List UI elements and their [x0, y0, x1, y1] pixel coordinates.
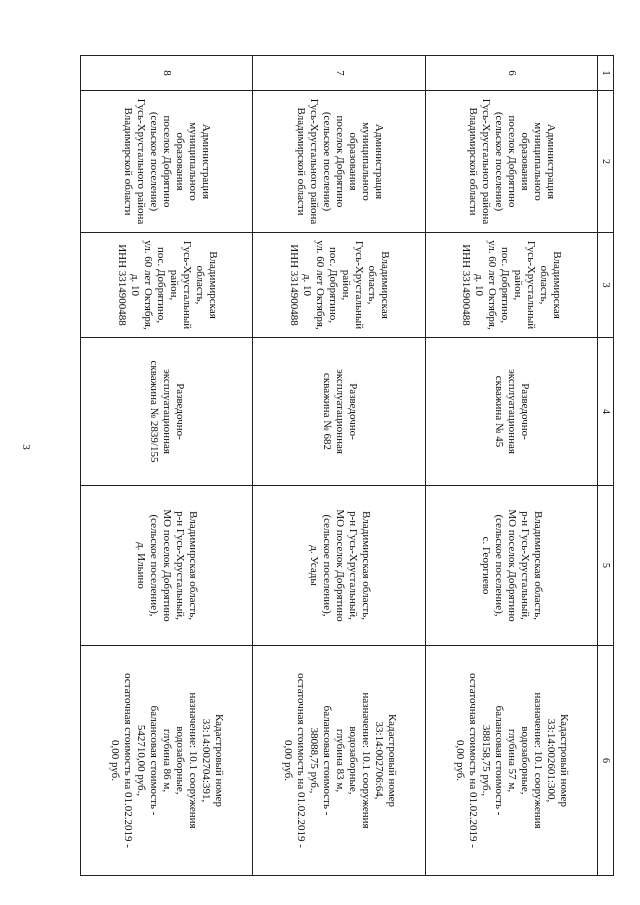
address-cell: Владимирская область, Гусь-Хрустальный район, пос. Добрятино, ул. 60 лет Октября, д. 10 ИНН 3314900488	[81, 233, 253, 338]
location-cell: Владимирская область, р-н Гусь-Хрустальный, МО поселок Добрятино (сельское поселение), д. Ильино	[81, 486, 253, 646]
details-cell: Кадастровый номер 33:14:002704:391, назначение: 10.1 сооружения водозаборные, глубина 86 м, балансовая стоимость - 542710,00 руб., остаточная стоимость на 01.02.2019 - 0,00 руб.	[81, 646, 253, 876]
table-container	[80, 55, 614, 875]
row-number: 8	[81, 56, 253, 91]
row-number: 6	[425, 56, 597, 91]
column-header: 3	[598, 233, 614, 338]
owner-cell: Администрация муниципального образования поселок Добрятино (сельское поселение) Гусь-Хрустального района Владимирской области	[425, 91, 597, 233]
object-cell: Разведочно- эксплуатационная скважина № 2839/155	[81, 338, 253, 486]
column-header: 2	[598, 91, 614, 233]
object-cell: Разведочно- эксплуатационная скважина № 45	[425, 338, 597, 486]
details-cell: Кадастровый номер 33:14:002706:64, назначение: 10.1 сооружения водозаборные, глубина 83 м, балансовая стоимость - 38088,75 руб., остаточная стоимость на 01.02.2019 - 0,00 руб.	[253, 646, 425, 876]
column-header: 6	[598, 646, 614, 876]
column-header: 5	[598, 486, 614, 646]
table-row	[81, 56, 253, 876]
column-header: 4	[598, 338, 614, 486]
owner-cell: Администрация муниципального образования поселок Добрятино (сельское поселение) Гусь-Хрустального района Владимирской области	[253, 91, 425, 233]
table-row	[425, 56, 597, 876]
row-number: 7	[253, 56, 425, 91]
object-cell: Разведочно- эксплуатационная скважина № 682	[253, 338, 425, 486]
address-cell: Владимирская область, Гусь-Хрустальный район, пос. Добрятино, ул. 60 лет Октября, д. 10 ИНН 3314900488	[425, 233, 597, 338]
address-cell: Владимирская область, Гусь-Хрустальный район, пос. Добрятино, ул. 60 лет Октября, д. 10 ИНН 3314900488	[253, 233, 425, 338]
owner-cell: Администрация муниципального образования поселок Добрятино (сельское поселение) Гусь-Хрустального района Владимирской области	[81, 91, 253, 233]
location-cell: Владимирская область, р-н Гусь-Хрустальный, МО поселок Добрятино (сельское поселение), д. Усады	[253, 486, 425, 646]
property-table	[80, 55, 614, 876]
column-header: 1	[598, 56, 614, 91]
header-row	[598, 56, 614, 876]
table-row	[253, 56, 425, 876]
details-cell: Кадастровый номер 33:14:002601:300, назначение: 10.1 сооружения водозаборные, глубина 57 м, балансовая стоимость - 388158,75 руб., остаточная стоимость на 01.02.2019 - 0,00 руб.	[425, 646, 597, 876]
page-number: 3	[20, 444, 32, 450]
location-cell: Владимирская область, р-н Гусь-Хрустальный, МО поселок Добрятино (сельское поселение), с. Георгиево	[425, 486, 597, 646]
